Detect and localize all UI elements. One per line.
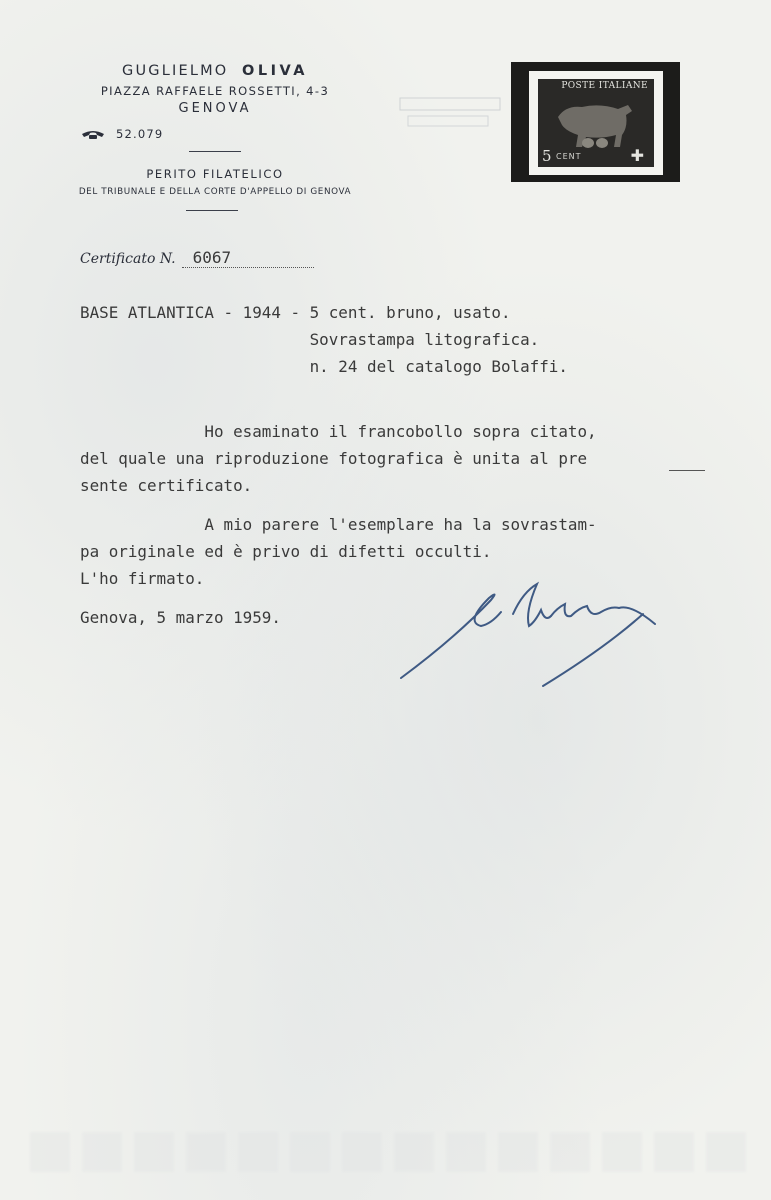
certificate-number-line [80,248,314,268]
name-first: GUGLIELMO [122,63,229,79]
she-wolf-icon [552,95,640,153]
letterhead-role: PERITO FILATELICO [146,167,284,181]
paragraph-2-line-2: pa originale ed è privo di difetti occulti. [80,542,492,561]
certificate-number: 6067 [182,248,314,268]
faded-impression [396,92,506,138]
stamp-label: POSTE ITALIANE [561,81,648,91]
stamp-photograph [511,62,680,182]
place-date: Genova, 5 marzo 1959. [80,608,281,627]
letterhead [62,63,368,197]
certificate-label: Certificato N. [80,251,176,267]
letterhead-city: GENOVA [178,101,252,116]
cross-icon: ✚ [630,146,644,165]
faded-impression-bottom [30,1132,750,1172]
letterhead-name [62,63,368,79]
underline-mark [669,470,705,471]
heading-line-2: Sovrastampa litografica. [80,330,540,349]
divider [186,210,238,211]
phone-number: 52.079 [116,127,164,141]
stamp [529,71,663,175]
faded-impression-mark [396,92,506,132]
letterhead-court: DEL TRIBUNALE E DELLA CORTE D'APPELLO DI GENOVA [78,187,352,197]
letterhead-phone [80,127,163,141]
divider [189,151,241,152]
heading-line-3: n. 24 del catalogo Bolaffi. [80,357,568,376]
paragraph-2-line-3: L'ho firmato. [80,569,205,588]
stamp-design [538,79,654,167]
name-last: OLIVA [242,63,308,79]
signature [395,578,675,693]
telephone-icon [80,129,106,140]
stamp-cent: CENT [556,152,582,161]
paragraph-2-line-1: A mio parere l'esemplare ha la sovrastam- [80,515,597,534]
letterhead-address: PIAZZA RAFFAELE ROSSETTI, 4-3 [100,84,330,98]
heading-line-1: BASE ATLANTICA - 1944 - 5 cent. bruno, usato. [80,303,511,322]
paragraph-1-line-1: Ho esaminato il francobollo sopra citato, [80,422,597,441]
paragraph-1-line-3: sente certificato. [80,476,253,495]
paragraph-1-line-2: del quale una riproduzione fotografica è unita al pre [80,449,588,468]
stamp-value: 5 [542,147,552,165]
